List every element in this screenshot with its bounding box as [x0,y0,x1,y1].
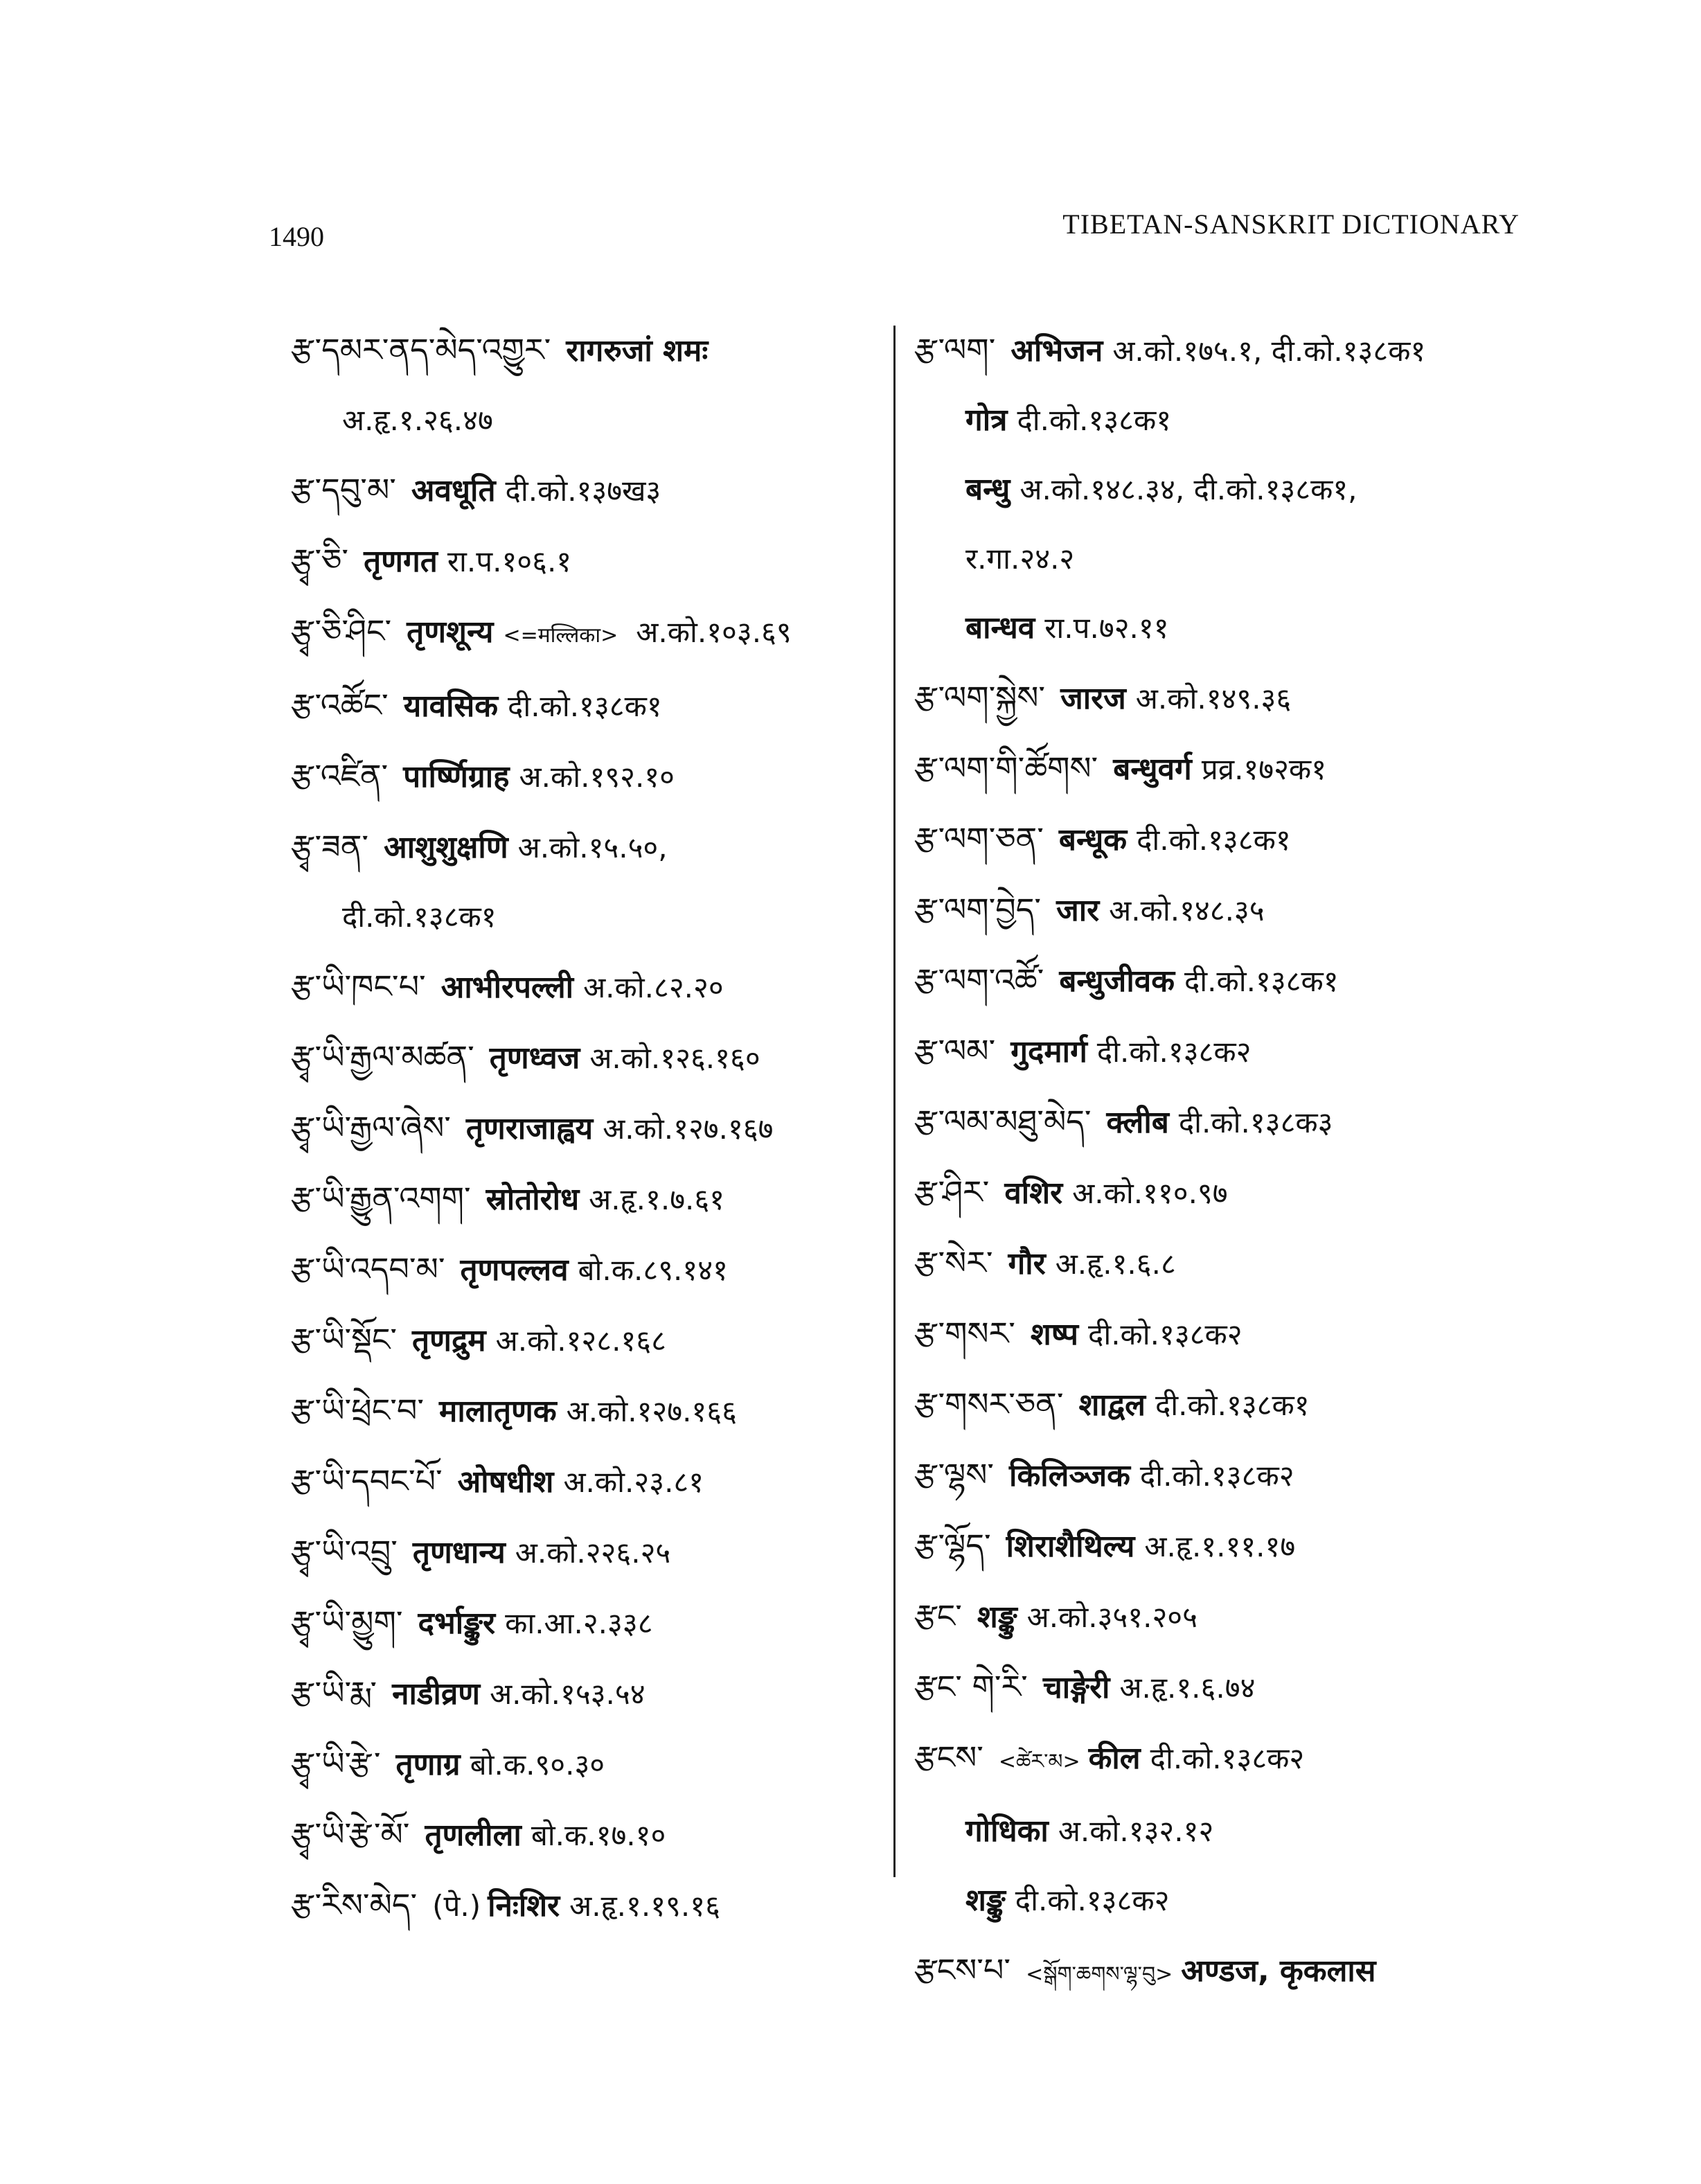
sanskrit-equivalent: अभिजन [1010,333,1103,369]
source-reference: अ.को.१४८.३५ [1109,894,1265,927]
source-reference: का.आ.२.३३८ [505,1606,653,1640]
left-column [291,332,873,1958]
sanskrit-equivalent: बन्धु [965,472,1010,507]
entry-line [291,1393,873,1429]
tibetan-headword: རྩྭ་ཅི་ [291,542,349,579]
dictionary-entry [291,688,873,724]
tibetan-headword: རྩྭ་ཡི་རྩེ་མོ་ [291,1815,410,1853]
entry-line [914,822,1538,858]
tibetan-headword: རྩ་དམར་ནད་མེད་འགྱུར་ [291,331,551,369]
dictionary-entry [914,1457,1538,1493]
sanskrit-equivalent: निःशिर [488,1888,560,1924]
tibetan-headword: རྩ་སེར་ [914,1244,993,1281]
tibetan-headword: རྩ་ལག་ཅན་ [914,820,1044,858]
tibetan-headword: རྩ་ལག་བྱེད་ [914,891,1042,928]
dictionary-entry [291,472,873,508]
sanskrit-equivalent: शङ्कु [965,1883,1006,1918]
sanskrit-equivalent: शिराशैथिल्य [1006,1529,1135,1564]
dictionary-entry [914,332,1538,646]
dictionary-entry [914,1740,1538,1918]
tibetan-headword: རྩྭ་ཡི་རྒྱལ་མཚན་ [291,1038,474,1076]
entry-line [914,680,1538,716]
sanskrit-equivalent: तृणगत [364,544,438,579]
entry-line [914,751,1538,787]
sanskrit-equivalent: अण्डज, कृकलास [1181,1953,1376,1989]
tibetan-headword: རྩ་ཡི་རྨ་ [291,1674,377,1712]
dictionary-entry [291,332,873,438]
source-reference: अ.को.१७५.१, दी.को.१३८क१ [1112,334,1426,368]
sanskrit-equivalent: तृणलीला [425,1818,522,1853]
source-reference: दी.को.१३८क१ [1137,823,1291,857]
source-reference: अ.को.१५३.५४ [490,1677,645,1711]
source-reference: बो.क.८९.१४१ [578,1253,728,1287]
sanskrit-equivalent: पार्ष्णिग्राह [403,759,510,794]
entry-line [914,332,1538,369]
dictionary-entry [291,969,873,1005]
tibetan-headword: རྩ་ལག་ [914,331,996,369]
sanskrit-equivalent: बन्धूक [1058,822,1128,858]
tibetan-headword: རྩ་ལམ་ [914,1032,996,1069]
dictionary-entry [291,1393,873,1429]
entry-line [914,1528,1538,1564]
tibetan-headword: རྩང་ གེ་རི་ [914,1668,1028,1705]
dictionary-entry [291,614,873,653]
reference-continuation [291,900,873,934]
sanskrit-equivalent: जारज [1060,681,1126,716]
source-reference: बो.क.१७.१० [531,1818,666,1852]
dictionary-entry [914,1316,1538,1352]
reference-continuation [914,542,1538,576]
dictionary-entry [914,1669,1538,1705]
source-reference: रा.प.१०६.१ [447,544,572,578]
entry-line [291,758,873,794]
entry-line [291,1817,873,1853]
sanskrit-equivalent: क्लीब [1106,1105,1169,1140]
source-reference: अ.को.१२८.१६८ [495,1324,666,1358]
sub-sense-line [914,1814,1538,1849]
dictionary-entry [291,1040,873,1076]
sanskrit-equivalent: बान्धव [965,610,1035,646]
entry-line [914,1387,1538,1423]
entry-line [291,1746,873,1782]
sanskrit-equivalent: तृणद्रुम [412,1323,486,1358]
sanskrit-equivalent: आशुशुक्षणि [384,830,508,865]
entry-line [291,1110,873,1146]
tibetan-headword: རྩ་ལག་སྐྱེས་ [914,679,1046,716]
entry-line [291,688,873,724]
tibetan-headword: རྩ་ཡི་སྡོང་ [291,1321,398,1358]
tibetan-headword: རྩ་ཡི་ཕྲེང་བ་ [291,1392,425,1429]
tibetan-headword: རྩ་དབུ་མ་ [291,471,396,508]
entry-line [914,1669,1538,1705]
sanskrit-equivalent: गोत्र [965,402,1008,438]
page-number: 1490 [269,221,324,252]
entry-line [291,472,873,508]
source-reference: दी.को.१३८क२ [1088,1317,1243,1351]
sanskrit-equivalent: तृणाग्र [395,1747,461,1782]
source-reference: अ.को.३५१.२०५ [1026,1600,1197,1634]
sanskrit-equivalent: तृणराजाह्वय [465,1111,594,1146]
dictionary-entry [291,1110,873,1146]
source-reference: अ.हृ.१.१९.१६ [569,1889,720,1923]
sanskrit-equivalent: तृणपल्लव [460,1252,569,1288]
tibetan-headword: རྩ་ལག་གི་ཚོགས་ [914,749,1098,787]
entry-line [291,1534,873,1570]
source-reference: अ.को.२३.८१ [563,1465,704,1499]
sanskrit-equivalent: शाद्वल [1078,1387,1146,1423]
dictionary-entry [914,1104,1538,1140]
entry-line [291,1605,873,1641]
source-reference: दी.को.१३७ख३ [505,474,661,508]
dictionary-entry [914,1599,1538,1635]
sanskrit-equivalent: चाङ्गेरी [1042,1670,1110,1705]
source-reference: अ.को.१२७.१६६ [566,1394,737,1428]
sanskrit-equivalent: कील [1088,1741,1141,1776]
dictionary-entry [914,1953,1538,1992]
dictionary-entry [291,1817,873,1853]
source-reference: दी.को.१३८क१ [1017,403,1172,437]
tibetan-headword: རྩ་གསར་ཅན་ [914,1385,1064,1423]
sanskrit-equivalent: किलिञ्जक [1009,1458,1130,1493]
source-reference: दी.को.१३८क१ [342,900,497,934]
source-reference: अ.को.८२.२० [583,970,724,1004]
tibetan-headword: རྩ་ལྷས་ [914,1456,995,1493]
entry-line [291,332,873,369]
dictionary-entry [914,1387,1538,1423]
dictionary-entry [914,822,1538,858]
tibetan-headword: རྩ་ཡི་དབང་པོ་ [291,1462,443,1500]
entry-line [914,1316,1538,1352]
entry-line [291,1181,873,1217]
sanskrit-equivalent: शष्प [1030,1317,1079,1352]
entry-line [914,1599,1538,1635]
entry-line [291,614,873,653]
dictionary-entry [914,1528,1538,1564]
dictionary-entry [914,1033,1538,1069]
tibetan-headword: རྩ་ལག་འཚོ་ [914,961,1044,999]
tibetan-headword: རྩ་གསར་ [914,1315,1015,1352]
running-title: TIBETAN-SANSKRIT DICTIONARY [1062,208,1520,240]
tibetan-headword: རྩ་རིས་མེད་ [291,1886,418,1924]
tibetan-headword: རྩ་ཡི་རྒྱུན་འགག་ [291,1180,471,1217]
entry-line [914,1953,1538,1992]
sanskrit-equivalent: गौर [1008,1246,1046,1281]
dictionary-entry [914,892,1538,928]
tibetan-headword: རྩྭ་ཡི་མྱུག་ [291,1604,403,1641]
tibetan-headword: རྩྭ་ཡི་རྒྱལ་ཞེས་ [291,1109,451,1146]
source-reference: दी.को.१३८क१ [1155,1388,1310,1422]
source-reference: अ.हृ.१.६.७४ [1119,1671,1256,1705]
sanskrit-equivalent: तृणध्वज [489,1040,580,1076]
dictionary-entry [291,1746,873,1782]
sanskrit-equivalent: यावसिक [403,689,499,724]
dictionary-entry [291,1534,873,1570]
tibetan-headword: རྩ་འཛིན་ [291,757,389,794]
source-reference: अ.को.१९२.१० [519,760,675,794]
dictionary-entry [291,1181,873,1217]
source-reference: दी.को.१३८क३ [1178,1106,1333,1139]
source-reference: अ.को.१३२.१२ [1058,1814,1214,1848]
sanskrit-equivalent: रागरुजां शमः [566,333,709,369]
entry-line [291,543,873,579]
source-reference: अ.हृ.१.११.१७ [1144,1529,1296,1563]
source-reference: अ.को.११०.९७ [1072,1176,1228,1210]
source-reference: अ.हृ.१.७.६१ [589,1182,725,1216]
entry-line [291,1322,873,1358]
tibetan-headword: རྩ་ཡི་ཁང་པ་ [291,968,426,1005]
gloss-note: <=मल्लिका> [503,623,618,648]
tibetan-headword: རྩྭ་ཟན་ [291,828,369,865]
source-reference: बो.क.९०.३० [470,1748,605,1782]
entry-line [914,1104,1538,1140]
dictionary-entry [914,1245,1538,1281]
sanskrit-equivalent: दर्भाङ्कुर [418,1606,496,1641]
entry-line [291,1040,873,1076]
tibetan-headword: རྩ་ཡི་འདབ་མ་ [291,1250,445,1288]
entry-line [291,1252,873,1288]
entry-line [291,1888,873,1924]
entry-line [914,1457,1538,1493]
dictionary-entry [291,1888,873,1924]
column-rule [893,326,896,1877]
source-reference: अ.को.२२६.२५ [515,1536,671,1570]
dictionary-entry [291,1676,873,1712]
dictionary-entry [291,543,873,579]
source-reference: र.गा.२४.२ [965,542,1075,576]
sanskrit-equivalent: वशिर [1004,1175,1063,1211]
tibetan-headword: རྩྭ་ཡི་རྩེ་ [291,1745,381,1782]
sanskrit-equivalent: गोधिका [965,1813,1049,1849]
tibetan-headword: རྩང་ [914,1597,962,1635]
sanskrit-equivalent: नाडीव्रण [392,1676,481,1712]
sanskrit-equivalent: अवधूति [411,473,496,508]
source-reference: दी.को.१३८क२ [1096,1035,1252,1069]
right-column [914,332,1538,2027]
dictionary-entry [291,829,873,934]
entry-line [914,1033,1538,1069]
source-reference: अ.हृ.१.२६.४७ [342,403,493,437]
dictionary-entry [291,1605,873,1641]
source-reference: दी.को.१३८क२ [1015,1883,1170,1917]
dictionary-entry [914,963,1538,999]
sub-sense-line [914,472,1538,507]
source-reference: रा.प.७२.११ [1044,611,1169,645]
dictionary-entry [914,1175,1538,1211]
source-reference: अ.को.१४९.३६ [1135,682,1292,716]
sanskrit-equivalent: शङ्कु [977,1599,1017,1635]
sanskrit-equivalent: आभीरपल्ली [440,970,574,1005]
entry-line [914,1245,1538,1281]
entry-line [291,1464,873,1500]
grammar-tag: (पे.) [432,1889,481,1923]
source-reference: अ.को.१४८.३४, दी.को.१३८क१, [1019,472,1357,506]
entry-line [914,1175,1538,1211]
entry-line [291,829,873,865]
source-reference: दी.को.१३८क१ [1184,964,1339,998]
source-reference: अ.को.१०३.६९ [636,615,792,649]
sanskrit-equivalent: जार [1056,893,1100,928]
tibetan-headword: རྩ་ལམ་མཐུ་མེད་ [914,1103,1092,1140]
tibetan-headword: རྩ་འཚོང་ [291,686,389,724]
tibetan-headword: རྩ་ལྷོད་ [914,1527,991,1564]
reference-continuation [291,403,873,438]
source-reference: प्रव्र.१७२क१ [1201,752,1327,786]
gloss-note: <སྒོག་ཆགས་ལྷ་བུ> [1026,1962,1173,1987]
entry-line [914,892,1538,928]
sanskrit-equivalent: तृणधान्य [412,1535,506,1570]
sub-sense-line [914,403,1538,438]
gloss-note: <ཚེར་མ> [998,1750,1080,1774]
tibetan-headword: རྩྭ་ཡི་འབྲུ་ [291,1533,398,1570]
sanskrit-equivalent: बन्धुवर्ग [1113,752,1192,787]
entry-line [291,1676,873,1712]
dictionary-entry [291,758,873,794]
dictionary-entry [291,1322,873,1358]
source-reference: दी.को.१३८क२ [1150,1741,1305,1775]
sanskrit-equivalent: तृणशून्य [407,614,494,650]
source-reference: अ.हृ.१.६.८ [1055,1247,1176,1281]
tibetan-headword: རྩངས་ [914,1739,983,1776]
source-reference: अ.को.१२७.१६७ [603,1112,774,1146]
entry-line [914,963,1538,999]
tibetan-headword: རྩངས་པ་ [914,1951,1011,1989]
dictionary-entry [291,1464,873,1500]
source-reference: दी.को.१३८क१ [508,689,662,723]
dictionary-entry [914,680,1538,716]
tibetan-headword: རྩྭ་ཅི་ཤིང་ [291,612,392,650]
sub-sense-line [914,1883,1538,1918]
entry-line [914,1740,1538,1779]
sanskrit-equivalent: बन्धुजीवक [1059,964,1175,999]
sanskrit-equivalent: स्रोतोरोध [486,1182,580,1217]
tibetan-headword: རྩ་ཤིར་ [914,1173,990,1211]
sanskrit-equivalent: गुदमार्ग [1010,1034,1087,1069]
sub-sense-line [914,611,1538,646]
entry-line [291,969,873,1005]
source-reference: अ.को.१५.५०, [517,831,668,864]
dictionary-entry [914,751,1538,787]
dictionary-entry [291,1252,873,1288]
sanskrit-equivalent: मालातृणक [439,1394,557,1429]
source-reference: अ.को.१२६.१६० [589,1041,760,1075]
sanskrit-equivalent: ओषधीश [457,1464,554,1500]
source-reference: दी.को.१३८क२ [1139,1459,1294,1493]
